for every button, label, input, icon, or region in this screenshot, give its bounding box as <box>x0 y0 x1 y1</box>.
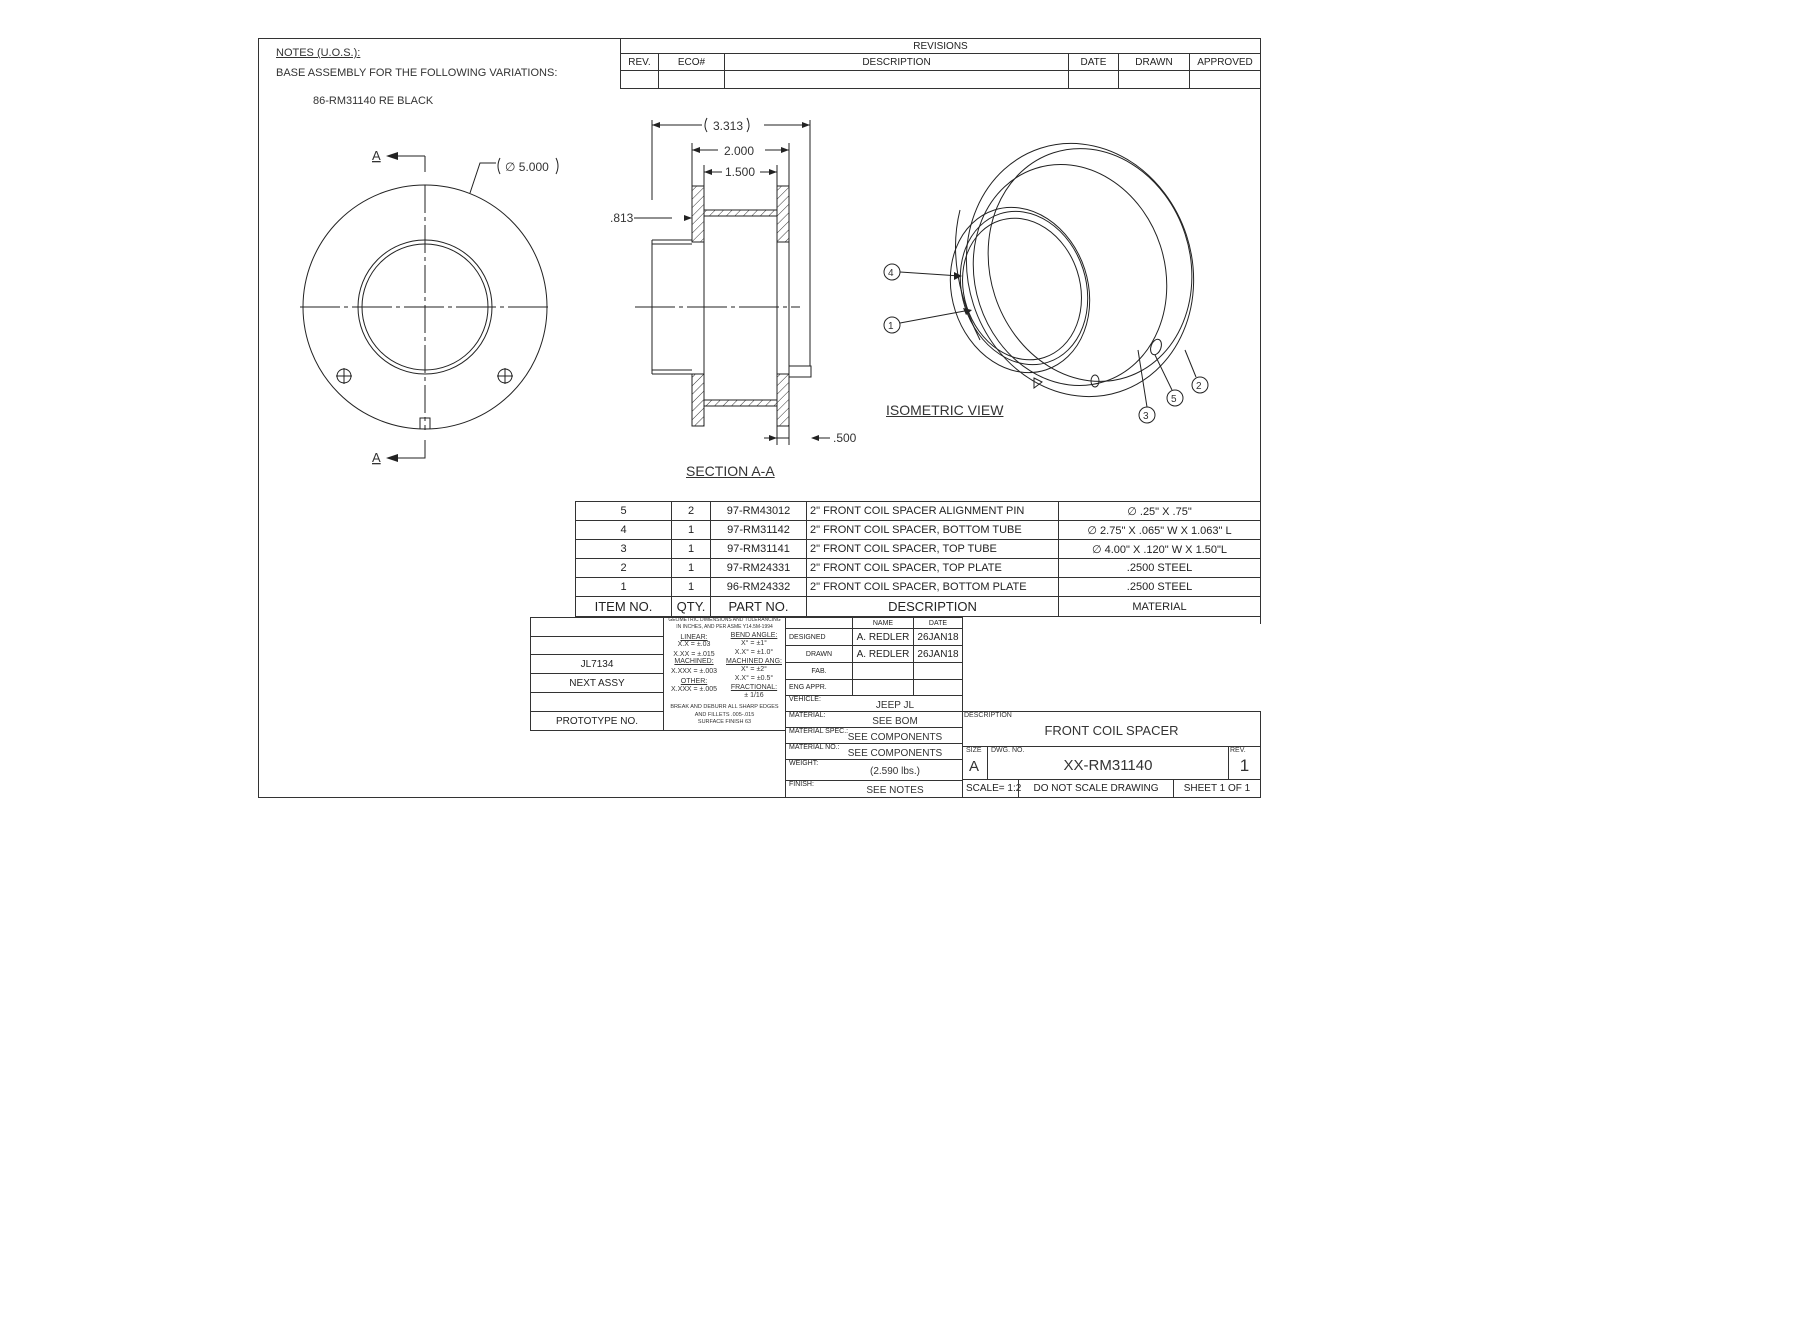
tol-break-2: AND FILLETS .005-.015 <box>694 712 755 718</box>
bom-item: 2 <box>575 558 672 578</box>
finish-value: SEE NOTES <box>866 785 924 796</box>
rev-col-drawn: DRAWN <box>1118 53 1190 71</box>
prototype-label: PROTOTYPE NO. <box>530 711 664 731</box>
matno-value: SEE COMPONENTS <box>847 748 943 759</box>
rev-col-eco: ECO# <box>658 53 725 71</box>
signoff-name-header: NAME <box>852 617 914 629</box>
rev-blank-4 <box>1068 70 1119 89</box>
isometric-title: ISOMETRIC VIEW <box>886 402 1004 418</box>
notes-variation: 86-RM31140 RE BLACK <box>313 95 434 107</box>
dwg-label: DWG. NO. <box>991 747 1025 754</box>
rev-blank-2 <box>658 70 725 89</box>
rev-blank-3 <box>724 70 1069 89</box>
bom-part: 96-RM24332 <box>710 577 807 597</box>
bom-desc: 2" FRONT COIL SPACER, TOP TUBE <box>806 539 1059 559</box>
bom-header-desc: DESCRIPTION <box>806 596 1059 617</box>
dim-overall: 3.313 <box>713 119 744 133</box>
weight-label: WEIGHT: <box>785 759 963 781</box>
section-arrow-bottom <box>386 454 398 462</box>
rev-col-approved: APPROVED <box>1189 53 1261 71</box>
tol-header-2: IN INCHES, AND PER ASME Y14.5M-1994 <box>676 624 773 630</box>
tol-break-1: BREAK AND DEBURR ALL SHARP EDGES <box>670 704 779 710</box>
bom-mat: ∅ 4.00" X .120" W X 1.50"L <box>1058 539 1261 559</box>
size-label: SIZE <box>966 747 982 754</box>
front-view <box>290 140 570 480</box>
bom-qty: 1 <box>671 520 711 540</box>
bom-header-qty: QTY. <box>671 596 711 617</box>
bom-mat: ∅ .25" X .75" <box>1058 501 1261 521</box>
next-assy-label: NEXT ASSY <box>530 673 664 693</box>
matspec-label: MATERIAL SPEC.: <box>785 727 963 744</box>
size-value: A <box>969 758 980 775</box>
tol-linear: LINEAR: <box>680 634 708 641</box>
tol-other: OTHER: <box>680 678 708 685</box>
app-code: JL7134 <box>530 654 664 674</box>
svg-text:4: 4 <box>888 268 894 279</box>
bom-qty: 1 <box>671 558 711 578</box>
vehicle-label: VEHICLE: <box>785 695 963 712</box>
bom-header-part: PART NO. <box>710 596 807 617</box>
title-description: FRONT COIL SPACER <box>1044 723 1179 738</box>
material-value: SEE BOM <box>872 716 918 727</box>
bom-header-mat: MATERIAL <box>1058 596 1261 617</box>
bom-item: 4 <box>575 520 672 540</box>
isometric-view <box>870 130 1230 430</box>
rev-label: REV. <box>1230 747 1246 754</box>
tol-mang: MACHINED ANG: <box>725 658 782 665</box>
tol-oth1: X.XXX = ±.005 <box>670 686 718 693</box>
dim-500: .500 <box>833 431 857 445</box>
scale: SCALE= 1:2 <box>962 779 1019 798</box>
eng-appr-label: ENG APPR. <box>785 679 853 696</box>
rev-blank-5 <box>1118 70 1190 89</box>
dim-2000: 2.000 <box>724 144 755 158</box>
tol-lin2: X.XX = ±.015 <box>673 651 715 658</box>
desc-label: DESCRIPTION <box>964 712 1012 719</box>
bom-part: 97-RM31142 <box>710 520 807 540</box>
section-view <box>600 110 860 490</box>
matspec-value: SEE COMPONENTS <box>847 732 943 743</box>
rev-col-rev: REV. <box>620 53 659 71</box>
bom-item: 1 <box>575 577 672 597</box>
svg-text:5: 5 <box>1171 394 1177 405</box>
diameter-callout: ∅ 5.000 <box>505 160 549 174</box>
bom-qty: 1 <box>671 577 711 597</box>
tol-mach1: X.XXX = ±.003 <box>670 668 718 675</box>
rev-value: 1 <box>1239 756 1250 775</box>
svg-text:2: 2 <box>1196 381 1202 392</box>
bom-mat: .2500 STEEL <box>1058 558 1261 578</box>
fab-label: FAB. <box>785 662 853 680</box>
tol-finish: SURFACE FINISH 63 <box>697 719 752 725</box>
rev-blank-6 <box>1189 70 1261 89</box>
revisions-title: REVISIONS <box>620 38 1261 54</box>
weight-value: (2.590 lbs.) <box>869 766 921 777</box>
vehicle-value: JEEP JL <box>875 700 915 711</box>
section-label-top: A <box>372 148 381 163</box>
dim-1500: 1.500 <box>725 165 756 179</box>
section-arrow-top <box>386 152 398 160</box>
bom-qty: 2 <box>671 501 711 521</box>
drawn-label: DRAWN <box>785 645 853 663</box>
bom-part: 97-RM24331 <box>710 558 807 578</box>
drawn-name: A. REDLER <box>852 645 914 663</box>
svg-text:3: 3 <box>1143 411 1149 422</box>
notes-heading: NOTES (U.O.S.): <box>276 47 361 59</box>
tol-mang2: X.X° = ±0.5° <box>734 675 774 682</box>
dwg-number: XX-RM31140 <box>1063 757 1153 774</box>
section-label-bottom: A <box>372 450 381 465</box>
dim-813: .813 <box>610 211 634 225</box>
bom-desc: 2" FRONT COIL SPACER, BOTTOM PLATE <box>806 577 1059 597</box>
bom-item: 3 <box>575 539 672 559</box>
notes-line: BASE ASSEMBLY FOR THE FOLLOWING VARIATIONS: <box>276 67 558 79</box>
material-label: MATERIAL: <box>785 711 963 728</box>
tol-header-1: GEOMETRIC DIMENSIONS AND TOLERANCING <box>668 617 781 623</box>
bom-desc: 2" FRONT COIL SPACER, BOTTOM TUBE <box>806 520 1059 540</box>
svg-text:1: 1 <box>888 321 894 332</box>
designed-name: A. REDLER <box>852 628 914 646</box>
signoff-date-header: DATE <box>913 617 963 629</box>
do-not-scale: DO NOT SCALE DRAWING <box>1018 779 1174 798</box>
bom-item: 5 <box>575 501 672 521</box>
tol-machined: MACHINED: <box>674 658 714 665</box>
bom-desc: 2" FRONT COIL SPACER, TOP PLATE <box>806 558 1059 578</box>
bom-qty: 1 <box>671 539 711 559</box>
tol-mang1: X° = ±2° <box>741 666 767 673</box>
section-title: SECTION A-A <box>686 463 775 479</box>
rev-blank-1 <box>620 70 659 89</box>
designed-date: 26JAN18 <box>913 628 963 646</box>
tol-bend1: X° = ±1° <box>741 640 767 647</box>
rev-col-date: DATE <box>1068 53 1119 71</box>
drawn-date: 26JAN18 <box>913 645 963 663</box>
tol-bend2: X.X° = ±1.0° <box>734 649 774 656</box>
sheet: SHEET 1 OF 1 <box>1173 779 1261 798</box>
finish-label: FINISH: <box>785 780 963 798</box>
bom-header-item: ITEM NO. <box>575 596 672 617</box>
matno-label: MATERIAL NO.: <box>785 743 963 760</box>
bom-part: 97-RM43012 <box>710 501 807 521</box>
tol-frac1: ± 1/16 <box>744 692 764 699</box>
tol-bend: BEND ANGLE: <box>730 632 778 639</box>
rev-col-description: DESCRIPTION <box>724 53 1069 71</box>
bom-part: 97-RM31141 <box>710 539 807 559</box>
tol-lin1: X.X = ±.03 <box>677 641 711 648</box>
bom-mat: ∅ 2.75" X .065" W X 1.063" L <box>1058 520 1261 540</box>
bom-mat: .2500 STEEL <box>1058 577 1261 597</box>
bom-desc: 2" FRONT COIL SPACER ALIGNMENT PIN <box>806 501 1059 521</box>
tol-frac: FRACTIONAL: <box>730 684 778 691</box>
designed-label: DESIGNED <box>785 628 853 646</box>
